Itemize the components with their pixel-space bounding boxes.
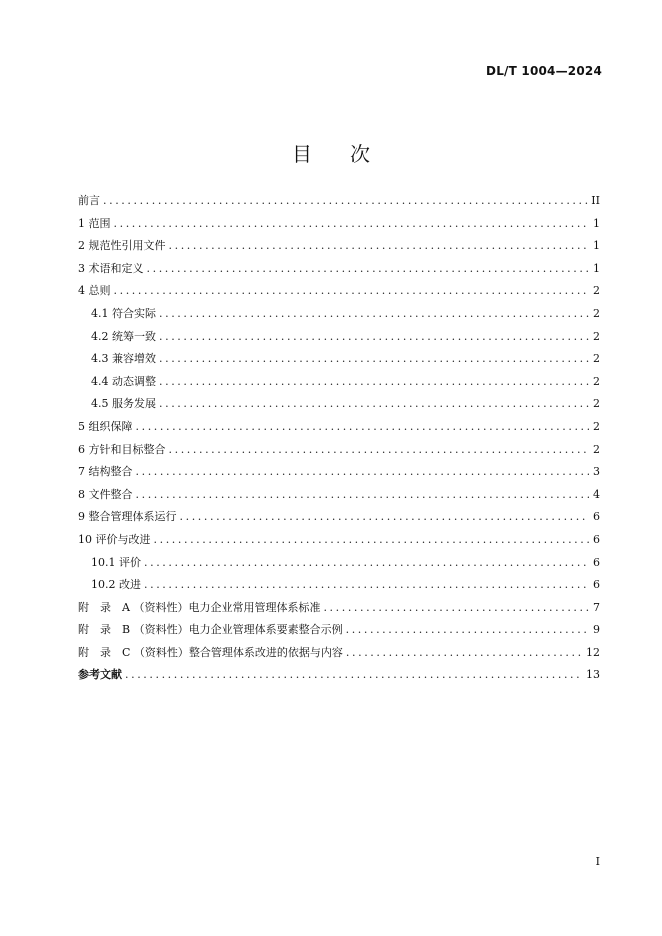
toc-entry[interactable] (78, 328, 600, 351)
toc-entry[interactable] (78, 463, 600, 486)
toc-entry-label: 4.3 兼容增效 (91, 352, 156, 366)
toc-leader-dots (114, 284, 590, 297)
toc-entry-page: 2 (593, 284, 600, 298)
page-title-char-2: 次 (350, 142, 370, 166)
toc-leader-dots (159, 397, 589, 410)
toc-entry-label: 2 规范性引用文件 (78, 239, 166, 253)
toc-leader-dots (103, 194, 588, 207)
toc-entry-label: 4.5 服务发展 (91, 397, 156, 411)
toc-entry-page: 6 (593, 578, 600, 592)
toc-entry[interactable] (78, 508, 600, 531)
toc-entry[interactable] (78, 418, 600, 441)
toc-entry-label: 10 评价与改进 (78, 532, 151, 546)
toc-entry-page: 1 (593, 239, 600, 253)
toc-entry[interactable] (78, 373, 600, 396)
toc-leader-dots (159, 307, 589, 320)
toc-entry-page: 1 (593, 261, 600, 275)
toc-entry-page: 13 (586, 668, 600, 682)
toc-entry-label: 4 总则 (78, 284, 111, 298)
toc-entry-page: 3 (593, 465, 600, 479)
toc-entry-page: 2 (593, 352, 600, 366)
toc-leader-dots (169, 443, 590, 456)
toc-entry-label: 6 方针和目标整合 (78, 442, 166, 456)
toc-entry-label: 前言 (78, 194, 100, 207)
toc-leader-dots (147, 262, 590, 275)
toc-entry-label: 5 组织保障 (78, 419, 133, 433)
toc-leader-dots (136, 488, 590, 501)
toc-leader-dots (136, 465, 590, 478)
toc-entry[interactable] (78, 576, 600, 599)
toc-entry-label: 附 录 A （资料性）电力企业常用管理体系标准 (78, 600, 321, 614)
toc-entry-label: 1 范围 (78, 216, 111, 230)
toc-entry-label: 10.2 改进 (91, 578, 141, 592)
toc-entry[interactable] (78, 305, 600, 328)
table-of-contents (78, 192, 600, 689)
toc-entry-label: 4.4 动态调整 (91, 374, 156, 388)
toc-leader-dots (125, 668, 583, 681)
toc-entry-label: 4.1 符合实际 (91, 306, 156, 320)
toc-entry-label: 7 结构整合 (78, 465, 133, 479)
toc-leader-dots (154, 533, 590, 546)
toc-leader-dots (144, 556, 589, 569)
toc-leader-dots (346, 623, 589, 636)
toc-entry[interactable] (78, 282, 600, 305)
toc-leader-dots (159, 375, 589, 388)
page-number: I (595, 855, 600, 868)
toc-entry-label: 3 术语和定义 (78, 261, 144, 275)
toc-leader-dots (346, 646, 583, 659)
toc-entry-label: 9 整合管理体系运行 (78, 510, 177, 524)
toc-entry[interactable] (78, 554, 600, 577)
toc-leader-dots (159, 330, 589, 343)
toc-entry-page: 2 (593, 419, 600, 433)
toc-entry-page: 6 (593, 532, 600, 546)
toc-entry-page: II (591, 194, 600, 207)
toc-leader-dots (180, 510, 590, 523)
toc-entry-page: 2 (593, 374, 600, 388)
toc-entry[interactable] (78, 621, 600, 644)
toc-entry-label: 10.1 评价 (91, 555, 141, 569)
toc-entry[interactable] (78, 441, 600, 464)
toc-entry[interactable] (78, 395, 600, 418)
document-code: DL/T 1004—2024 (486, 64, 602, 78)
toc-entry[interactable] (78, 215, 600, 238)
toc-entry-label: 附 录 B （资料性）电力企业管理体系要素整合示例 (78, 623, 343, 637)
toc-entry[interactable] (78, 192, 600, 215)
toc-entry-page: 4 (593, 487, 600, 501)
toc-leader-dots (323, 601, 589, 614)
toc-entry-page: 12 (586, 645, 600, 659)
toc-entry-page: 9 (593, 623, 600, 637)
page-title (0, 138, 662, 167)
toc-entry-page: 7 (593, 600, 600, 614)
page-title-char-1: 目 (292, 142, 312, 166)
toc-entry[interactable] (78, 644, 600, 667)
toc-entry-page: 6 (593, 510, 600, 524)
toc-entry-page: 6 (593, 555, 600, 569)
toc-entry-label: 8 文件整合 (78, 487, 133, 501)
toc-entry[interactable] (78, 260, 600, 283)
toc-entry-label: 参考文献 (78, 668, 122, 682)
toc-entry[interactable] (78, 531, 600, 554)
toc-leader-dots (169, 239, 590, 252)
toc-entry[interactable] (78, 599, 600, 622)
toc-entry-label: 附 录 C （资料性）整合管理体系改进的依据与内容 (78, 645, 343, 659)
toc-entry[interactable] (78, 486, 600, 509)
toc-entry-page: 2 (593, 329, 600, 343)
toc-entry-page: 2 (593, 397, 600, 411)
toc-entry-page: 2 (593, 306, 600, 320)
toc-leader-dots (159, 352, 589, 365)
toc-entry[interactable] (78, 666, 600, 689)
toc-entry-page: 1 (593, 216, 600, 230)
toc-leader-dots (144, 578, 589, 591)
toc-entry-label: 4.2 统筹一致 (91, 329, 156, 343)
toc-entry[interactable] (78, 350, 600, 373)
toc-entry-page: 2 (593, 442, 600, 456)
toc-leader-dots (114, 217, 590, 230)
toc-entry[interactable] (78, 237, 600, 260)
toc-leader-dots (136, 420, 590, 433)
